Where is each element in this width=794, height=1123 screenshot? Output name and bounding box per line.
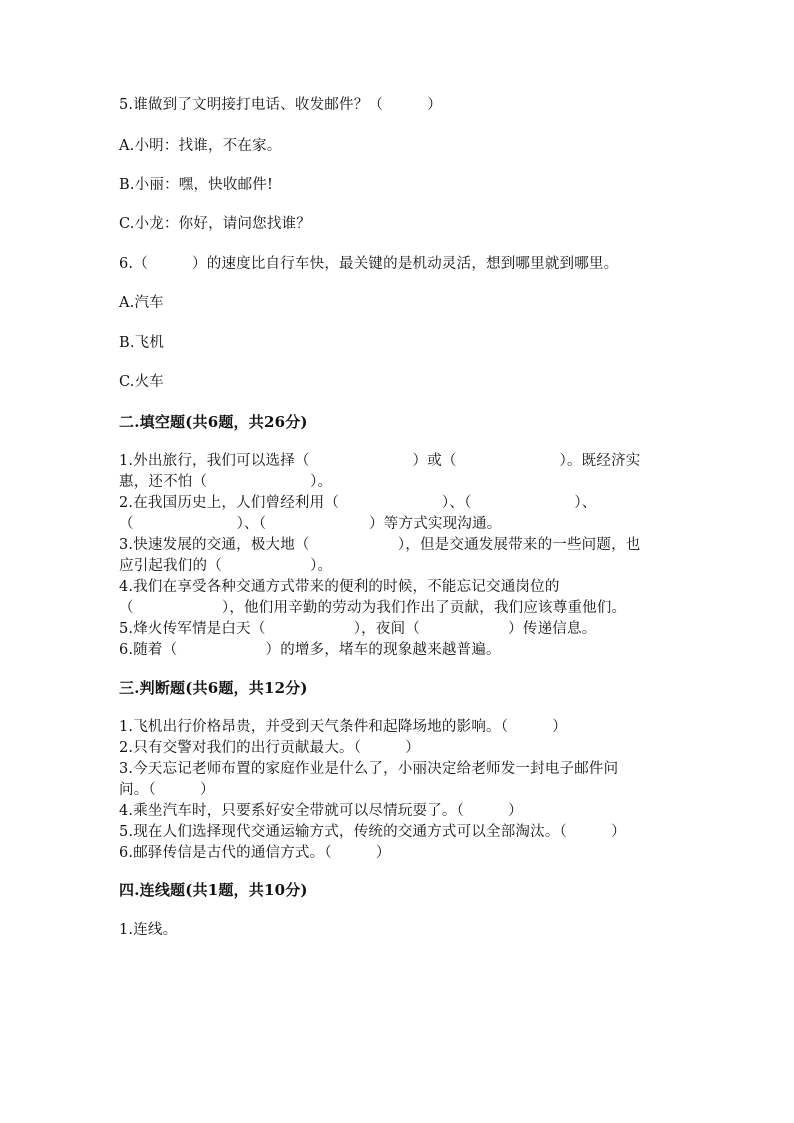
- section2-line: 1.外出旅行，我们可以选择（ ）或（ ）。既经济实: [119, 453, 641, 469]
- q6-stem: 6.（ ）的速度比自行车快，最关键的是机动灵活，想到哪里就到哪里。: [119, 256, 619, 272]
- q6-option-a: A.汽车: [119, 295, 164, 311]
- section2-line: 6.随着（ ）的增多，堵车的现象越来越普遍。: [119, 642, 501, 658]
- section3-line: 4.乘坐汽车时，只要系好安全带就可以尽情玩耍了。（ ）: [119, 803, 523, 819]
- section2-line: 2.在我国历史上，人们曾经利用（ ）、（ ）、: [119, 495, 597, 511]
- section3-title: 三.判断题(共6题，共12分): [119, 679, 308, 697]
- section3-line: 6.邮驿传信是古代的通信方式。（ ）: [119, 845, 391, 861]
- section2-line: 3.快速发展的交通，极大地（ ），但是交通发展带来的一些问题，也: [119, 537, 641, 553]
- q6-option-b: B.飞机: [119, 335, 165, 351]
- section4-line: 1.连线。: [119, 922, 178, 938]
- section2-line: （ ）、（ ）等方式实现沟通。: [119, 516, 502, 532]
- section3-line: 5.现在人们选择现代交通运输方式，传统的交通方式可以全部淘汰。（ ）: [119, 824, 626, 840]
- section4-title: 四.连线题(共1题，共10分): [119, 881, 308, 899]
- section3-line: 2.只有交警对我们的出行贡献最大。（ ）: [119, 740, 420, 756]
- q5-option-b: B.小丽：嘿，快收邮件!: [119, 177, 273, 193]
- q5-option-c: C.小龙：你好，请问您找谁？: [119, 216, 311, 232]
- q6-option-c: C.火车: [119, 374, 164, 390]
- section3-line: 1.飞机出行价格昂贵，并受到天气条件和起降场地的影响。（ ）: [119, 719, 567, 735]
- section3-line: 问。（ ）: [119, 782, 215, 798]
- section2-line: 4.我们在享受各种交通方式带来的便利的时候，不能忘记交通岗位的: [119, 579, 560, 595]
- q5-option-a: A.小明：找谁，不在家。: [119, 138, 282, 154]
- section2-line: 应引起我们的（ ）。: [119, 558, 333, 574]
- section2-line: 5.烽火传军情是白天（ ），夜间（ ）传递信息。: [119, 621, 597, 637]
- q5-stem: 5.谁做到了文明接打电话、收发邮件？（ ）: [119, 97, 442, 113]
- section2-line: （ ），他们用辛勤的劳动为我们作出了贡献，我们应该尊重他们。: [119, 600, 627, 616]
- section3-line: 3.今天忘记老师布置的家庭作业是什么了，小丽决定给老师发一封电子邮件问: [119, 761, 619, 777]
- section2-line: 惠，还不怕（ ）。: [119, 474, 333, 490]
- section2-title: 二.填空题(共6题，共26分): [119, 413, 308, 431]
